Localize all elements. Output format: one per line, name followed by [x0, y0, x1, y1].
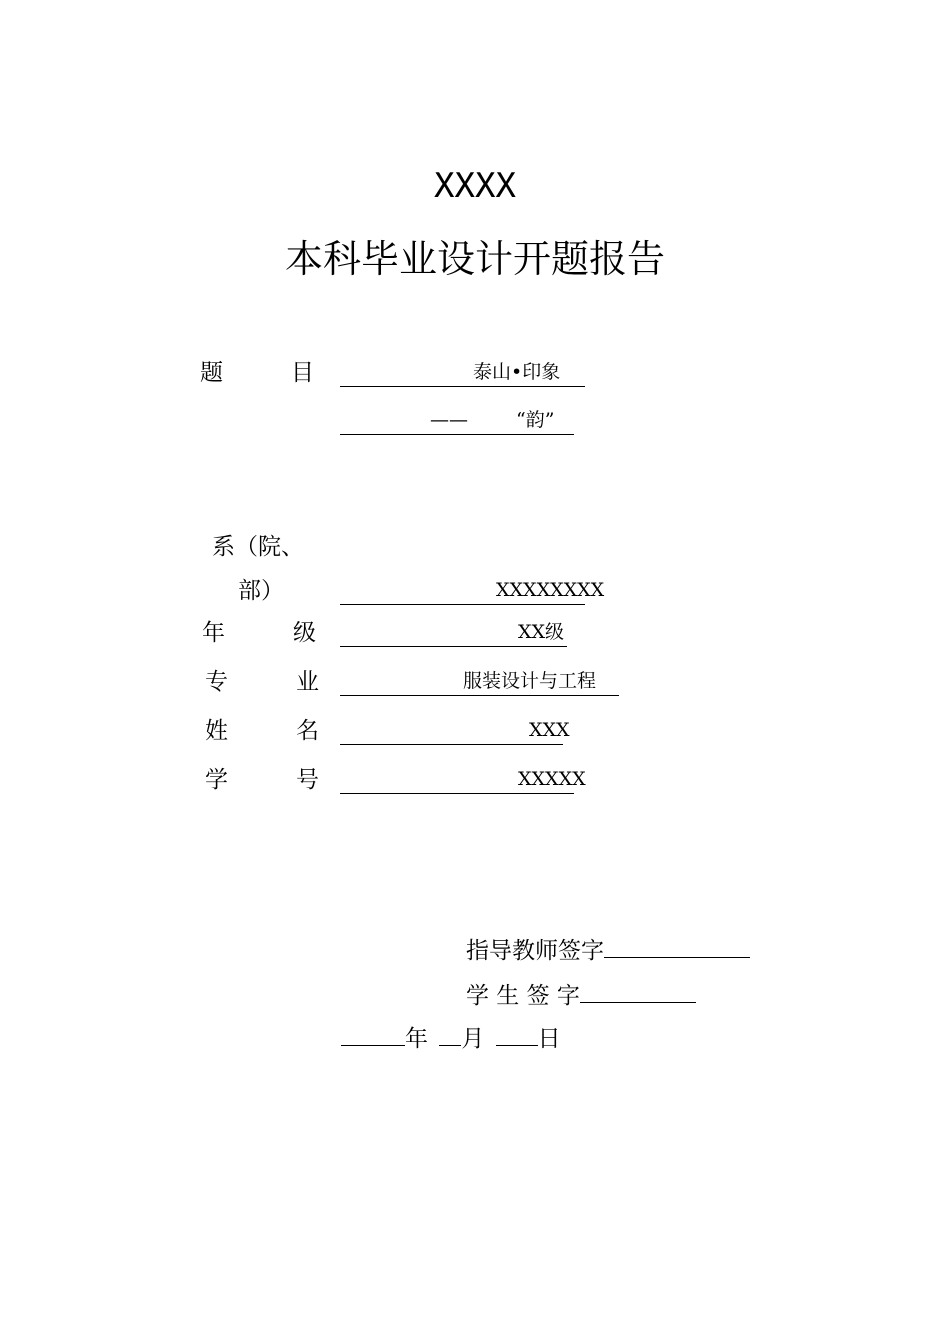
title-value-1: 泰山•印象 [473, 361, 561, 383]
major-value-line[interactable] [340, 667, 619, 696]
dept-label-line-2: 部） [238, 578, 284, 604]
grade-value: XX级 [518, 621, 565, 643]
student-id-value-line[interactable] [340, 765, 586, 794]
major-label: 专 业 [205, 669, 319, 695]
advisor-signature-label: 指导教师签字 [466, 938, 604, 964]
month-label: 月 [461, 1026, 485, 1052]
day-blank[interactable] [496, 1023, 538, 1046]
school-name: XXXX [434, 166, 516, 206]
title-value-2-dash: —— [430, 409, 468, 431]
year-blank[interactable] [341, 1023, 405, 1046]
student-signature-label: 学 生 签 字 [466, 983, 580, 1009]
title-value-line-2[interactable] [340, 406, 574, 435]
day-label: 日 [537, 1026, 561, 1052]
student-signature-blank[interactable] [580, 980, 696, 1003]
title-label: 题 目 [200, 360, 314, 386]
year-label: 年 [405, 1026, 428, 1052]
grade-label: 年 级 [202, 620, 316, 646]
name-value-line[interactable] [340, 716, 570, 745]
date-line [341, 1023, 561, 1054]
dept-value: XXXXXXXX [496, 579, 605, 601]
student-signature [466, 980, 696, 1011]
major-value: 服装设计与工程 [463, 670, 597, 692]
title-value-line-1[interactable] [340, 358, 585, 387]
student-id-value: XXXXX [518, 768, 586, 790]
title-value-2: “韵” [516, 409, 555, 431]
student-id-label: 学 号 [205, 767, 319, 793]
month-blank[interactable] [439, 1023, 461, 1046]
dept-value-line[interactable] [340, 576, 605, 605]
name-label: 姓 名 [205, 718, 319, 744]
report-title: 本科毕业设计开题报告 [284, 237, 665, 281]
name-value: XXX [529, 719, 570, 741]
advisor-signature-blank[interactable] [604, 935, 750, 958]
grade-value-line[interactable] [340, 618, 567, 647]
dept-label-line-1: 系（院、 [212, 534, 304, 560]
advisor-signature [466, 935, 750, 966]
